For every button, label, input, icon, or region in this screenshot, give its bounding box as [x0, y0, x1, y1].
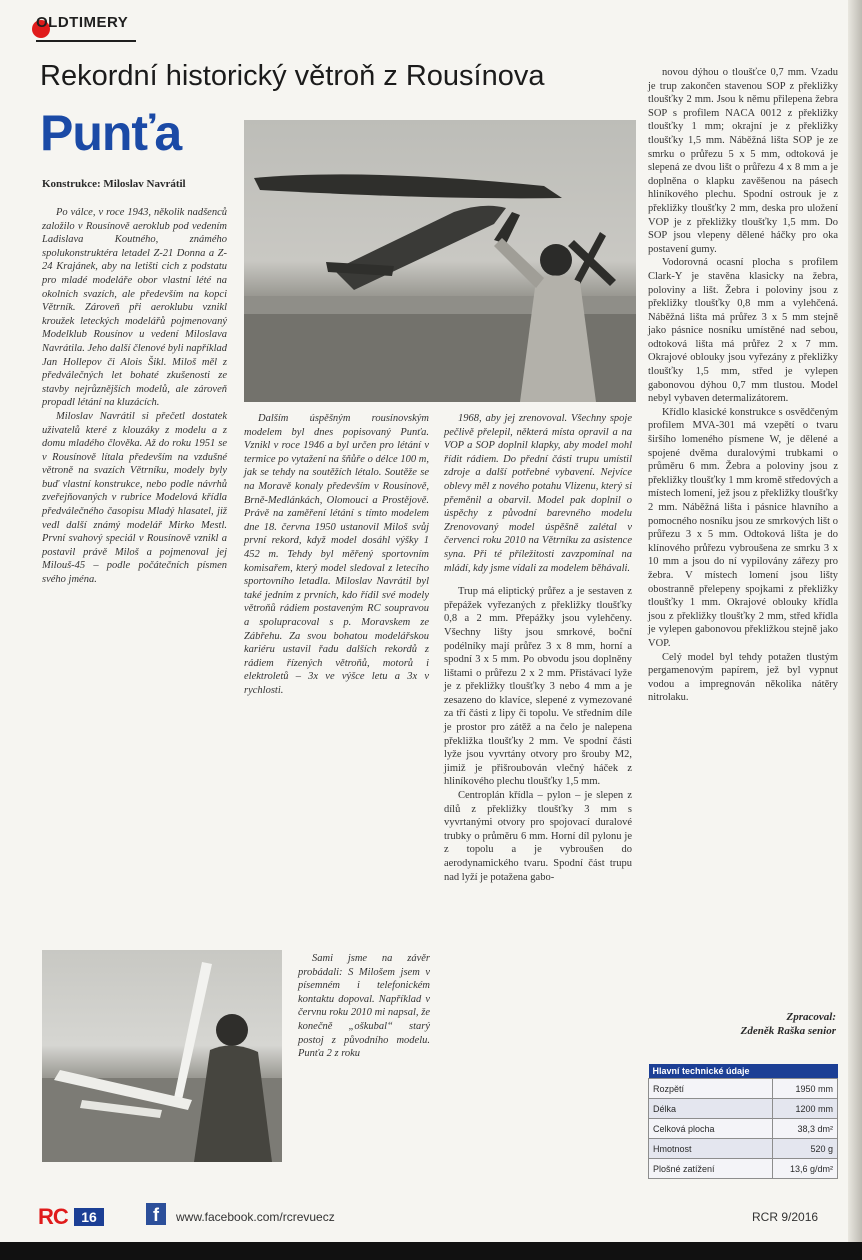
article-column-3	[444, 412, 632, 1182]
spec-value: 1200 mm	[773, 1099, 838, 1119]
issue-label: RCR 9/2016	[752, 1210, 819, 1224]
spec-value: 38,3 dm²	[773, 1119, 838, 1139]
spec-label: Délka	[649, 1099, 773, 1119]
paragraph: Sami jsme na závěr probádali: S Milošem jsem v písemném i telefonickém kontaktu dopoval. Například v červnu roku 2010 mi napsal, že konečně „oškubal“ starý postoj z původního modelu. Punťa 2 z roku	[298, 953, 430, 1060]
photo-boy-holding-glider	[42, 950, 282, 1162]
bottom-bar	[0, 1242, 862, 1260]
spec-row	[649, 1139, 838, 1159]
article-column-2b	[298, 952, 430, 1182]
article-column-4	[648, 66, 838, 936]
spec-table-header: Hlavní technické údaje	[649, 1064, 838, 1079]
article-name: Punťa	[40, 105, 182, 161]
facebook-link[interactable]: www.facebook.com/rcrevuecz	[176, 1210, 335, 1224]
rc-logo: RC	[38, 1204, 68, 1229]
spec-value: 520 g	[773, 1139, 838, 1159]
glider-photo-illustration	[244, 120, 636, 402]
article-column-1	[42, 206, 227, 944]
spec-label: Rozpětí	[649, 1079, 773, 1099]
spec-row	[649, 1099, 838, 1119]
section-rule	[36, 40, 136, 42]
paragraph: Po válce, v roce 1943, několik nadšenců založilo v Rousínově aeroklub pod vedením Ladislava Koutného, známého spolukonstruktéra letadel Z-21 Donna a Z-24 Krajánek, aby na letišti cich z podstatu pro mladé modeláře obor vlastní lété na okolních svazích, ale především na kopci Větrník. Zároveň při aeroklubu vznikl kroužek leteckých modelářů pojmenovaný Modelklub Rousínov u vedení Miloslava Navrátila. Jeho další členové byli například Jan Hollepov či Alois Šikl. Miloš měl z předválečných let bohaté zkušenosti ze stavby nejrůznějších modelů, ale zároveň propadl létání na kluzácích.	[42, 207, 227, 409]
paragraph: Centroplán křídla – pylon – je slepen z dílů z překližky tloušťky 3 mm s vyvrtanými otvory pro spojovací duralové trubky o průměru 6 mm. Horní díl pylonu je z topolu a je vybroušen do aerodynamického tvaru. Spodní část trupu nad lyží je potažena gabo-	[444, 790, 632, 883]
paragraph: Miloslav Navrátil si přečetl dostatek uživatelů které z klouzáky z modelu a z domu mladého člověka. Až do roku 1951 se v Rousínově lítala především na vzdušné větroně na svazích Větrníku, modely byly buď vlastní konstrukce, nebo podle návrhů zveřejňovaných v rubrice Modelová křídla předválečného časopisu Mladý hlasatel, již vedl další známý modelář Mirko Mestl. První svahový speciál v Rousínově vznikl a postavil právě Miloš a pojmenoval jej Milouš-45 – podle počátečních písmen svého jména.	[42, 410, 227, 586]
spec-label: Celková plocha	[649, 1119, 773, 1139]
article-title: Rekordní historický větroň z Rousínova	[40, 60, 545, 92]
spec-label: Hmotnost	[649, 1139, 773, 1159]
glider-photo-illustration	[42, 950, 282, 1162]
spec-row	[649, 1079, 838, 1099]
article-column-2	[244, 412, 429, 932]
paragraph: Dalším úspěšným rousínovským modelem byl dnes popisovaný Punťa. Vznikl v roce 1946 a byl určen pro létání v termice po vytažení na šňůře o délce 100 m, jak se tehdy na soutěžích létalo. Soutěže se na Moravě konaly především v Rousínově, Brně-Medlánkách, Olomouci a Prostějově. Právě na zaměření létání s tímto modelem dne 18. června 1950 ustanovil Miloš svůj první rekord, když model dosáhl výšky 1 452 m. Tehdy byl měřený sportovním komisařem, který model sledoval z letecího sportovního letadla. Miloslav Navrátil byl také jedním z prvních, kdo řídil své modely větroňů rádiem postaveným RC soupravou a spolupracoval s p. Moravskem ze Zábřehu. Za svou bohatou modelářskou kariéru ustavil řadu dalších rekordů z rádiem řízených větroňů, motorů i elektroletů – 3x ve výšce letu a 3x v rychlosti.	[244, 413, 429, 696]
paragraph: Celý model byl tehdy potažen tlustým pergamenovým papírem, jež byl vypnut vodou a impregnován několika nátěry nitrolaku.	[648, 651, 838, 704]
paragraph: 1968, aby jej zrenovoval. Všechny spoje pečlivě přelepil, některá místa opravil a na VOP a SOP doplnil klapky, aby model mohl řídit rádiem. Do přední části trupu umístil zdroje a další potřebné vybavení. Nejvíce oblevy měl z nového potahu Vlizenu, který si přeměnil a obarvil. Model pak doplnil o úspěchy z původní barevného modelu Zrenovovaný model úspěšně zalétal v červenci roku 2010 na Větrníku za asistence syna. Při té příležitosti zavzpomínal na mládí, kdy jsme vídali za modelem běhávali.	[444, 413, 632, 574]
spec-value: 1950 mm	[773, 1079, 838, 1099]
page-number: 16	[74, 1208, 104, 1226]
signature-name: Zdeněk Raška senior	[740, 1025, 836, 1037]
paragraph: Trup má eliptický průřez a je sestaven z přepážek vyřezaných z překližky tloušťky 0,8 a 2 mm. Přepážky jsou vylehčeny. Všechny lišty jsou smrkové, boční podélníky mají průřez 3 x 8 mm, horní a spodní 3 x 5 mm. Po obvodu jsou doplněny lištami o průřezu 2 x 2 mm. Přistávací lyže je z překližky tloušťky 3 nebo 4 mm a je zesazeno do klavíce, slepené z vymezované za tří části z lipy či topolu. Ve středním díle je prostor pro zátěž a na čelo je nalepena překližka tloušťky 2 mm. Ve spodní části lyže jsou vyvrtány otvory pro šrouby M2, jimiž je přišroubován vlečný háček z hliníkového plechu tloušťky 1,5 mm.	[444, 586, 632, 788]
paragraph: Vodorovná ocasní plocha s profilem Clark-Y je stavěna klasicky na žebra, poloviny a lišt. Žebra i poloviny jsou z překližky tloušťky 0,8 mm a vylehčená. Náběžná lišta má průřez 3 x 5 mm stejně jako pásnice nosníku umístěné nad sebou, odtoková lišta má průřez 2 x 7 mm. Okrajové oblouky jsou vyřezány z překližky tloušťky 1,5 mm, střed je vylepen gabonovou dýhou 0,7 mm tlustou. Model nebyl vybaven determalizátorem.	[648, 257, 838, 405]
paragraph: Křídlo klasické konstrukce s osvědčeným profilem MVA-301 má vzepětí o tvaru širšího lomeného písmene W, je dělené a spojené dvěma duralovými trubkami o průměru 6 mm. Žebra a poloviny jsou z překližky tloušťky 1 mm kromě středových a místech lomení, jež jsou z překližky tloušťky 2 mm. Náběžná lišta i pásnice hlavního a pomocného nosníku jsou ze smrkových lišt o průřezu 3 x 5 mm. Odtoková lišta je do klínového průřezu vybroušena ze smrku 3 x 10 mm a jsou do ní vypilovány zářezy pro žebra. V místech lomení jsou lišty obostranně přelepeny spojkami z překližky tloušťky 1 mm. Okrajové oblouky křídla jsou z překližky tloušťky 2 mm, střed křídla je vylepen gabonovou překližkou stejně jako VOP.	[648, 406, 838, 649]
spec-row	[649, 1119, 838, 1139]
signature-label: Zpracoval:	[786, 1011, 836, 1023]
page-edge	[848, 0, 862, 1260]
signature	[648, 1010, 836, 1038]
spec-label: Plošné zatížení	[649, 1159, 773, 1179]
spec-table	[648, 1064, 838, 1179]
spec-row	[649, 1159, 838, 1179]
paragraph: novou dýhou o tloušťce 0,7 mm. Vzadu je trup zakončen stavenou SOP z překližky tloušťky 2 mm. Jsou k němu přilepena žebra SOP s profilem NACA 0012 z překližky tloušťky 1 mm; okrajní je z překližky tloušťky 1,5 mm. Náběžná lišta SOP je ze smrku o průřezu 5 x 5 mm, odtoková je slepená ze dvou lišt o průřezu 4 x 8 mm a je doplněna o klapku zavěšenou na pásech hliníkového plechu. Spodní ostrouk je z překližky tloušťky 2 mm, deska pro uložení VOP je z překližky tloušťky 1,5 mm. Do SOP jsou vlepeny dělené háčky pro oka postavení gumy.	[648, 67, 838, 255]
spec-value: 13,6 g/dm²	[773, 1159, 838, 1179]
facebook-icon[interactable]: f	[146, 1203, 166, 1225]
section-label: OLDTIMERY	[36, 14, 128, 31]
article-author: Konstrukce: Miloslav Navrátil	[42, 178, 186, 190]
photo-boy-with-glider	[244, 120, 636, 402]
